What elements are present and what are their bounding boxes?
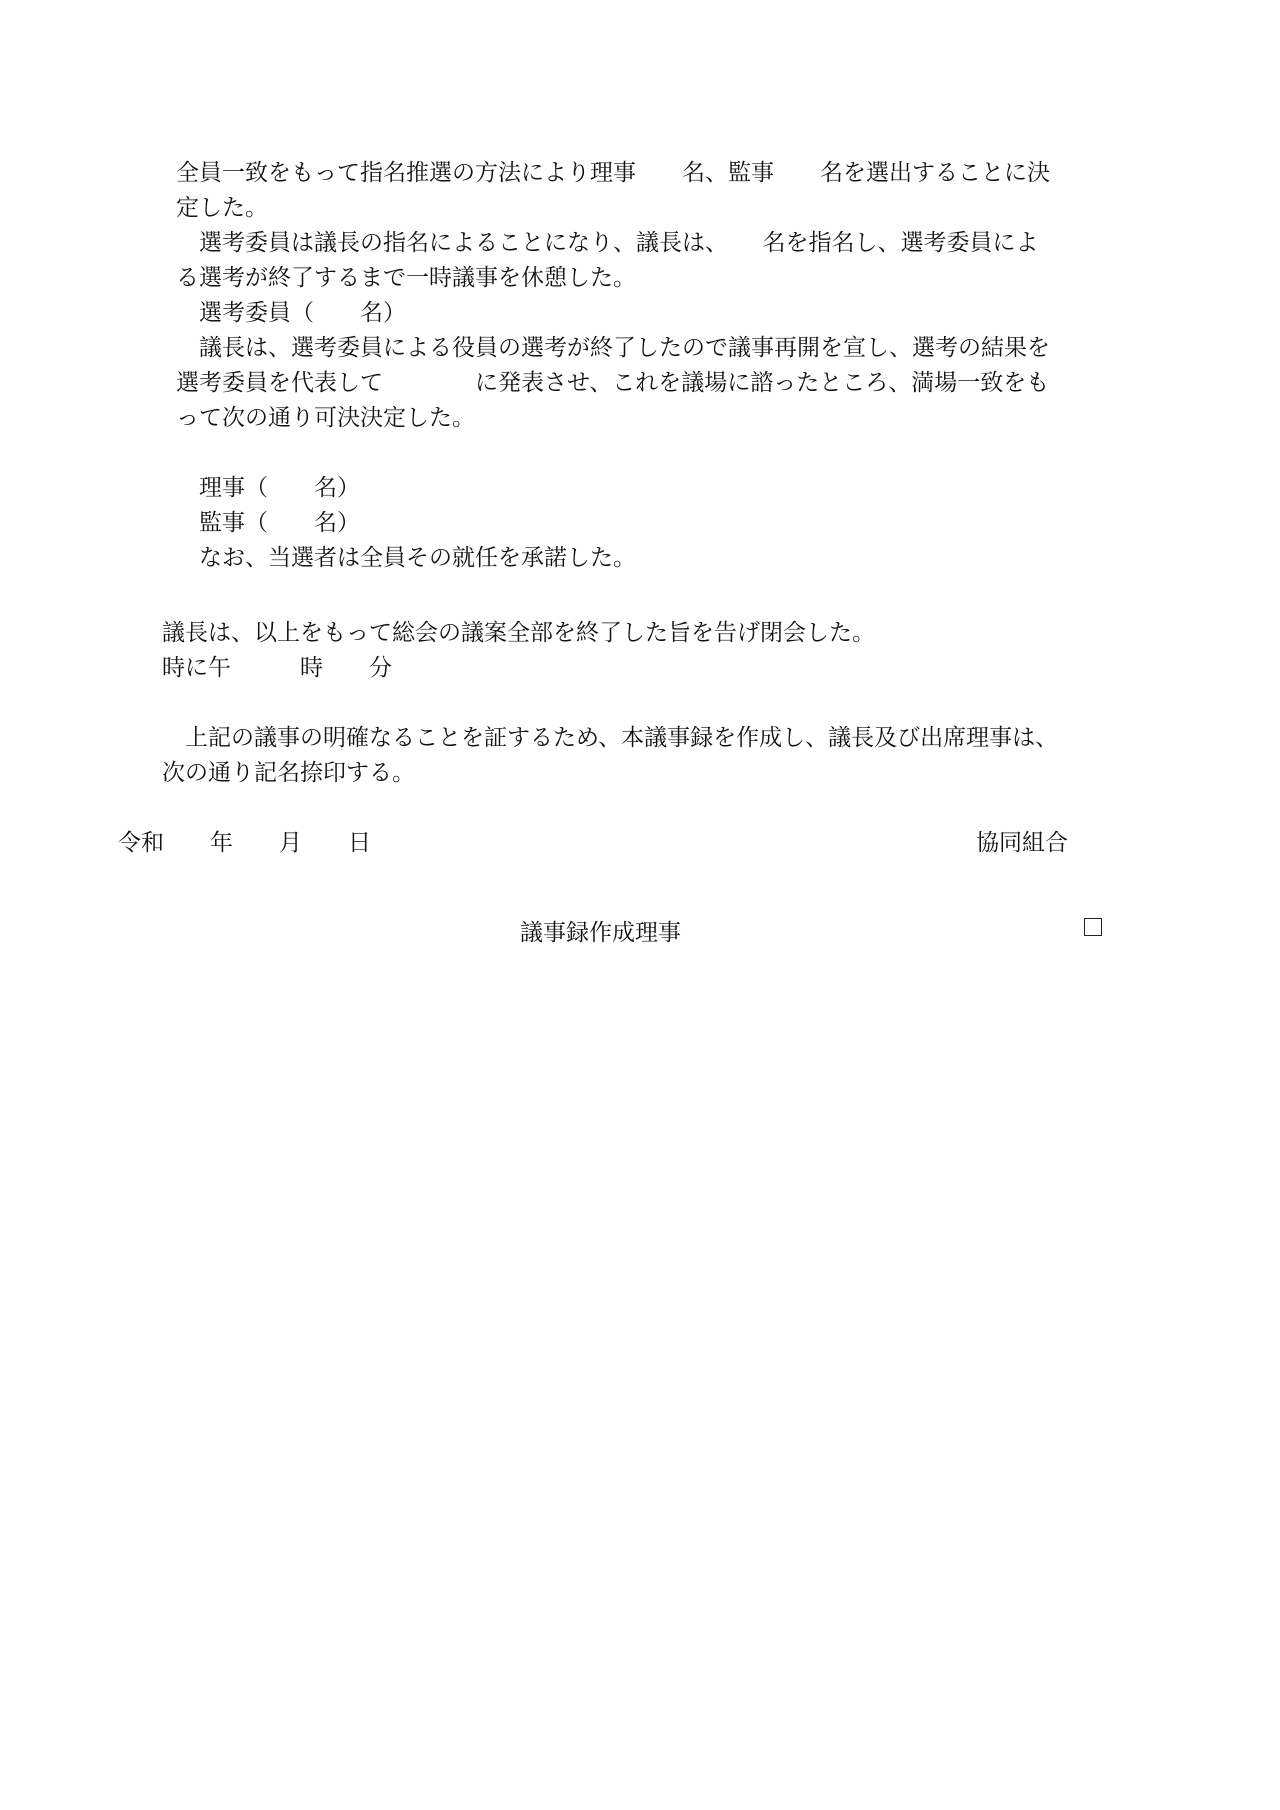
cooperative-name: 協同組合 [976, 830, 1068, 856]
election-text-line-1: 全員一致をもって指名推選の方法により理事 名、監事 名を選出することに決 [176, 160, 1050, 186]
acceptance-statement: なお、当選者は全員その就任を承諾した。 [176, 545, 636, 571]
committee-nomination-line-1: 選考委員は議長の指名によることになり、議長は、 名を指名し、選考委員によ [176, 230, 1039, 256]
resumption-text-line-1: 議長は、選考委員による役員の選考が終了したので議事再開を宣し、選考の結果を [176, 335, 1050, 361]
committee-nomination-line-2: る選考が終了するまで一時議事を休憩した。 [176, 265, 636, 291]
election-text-line-2: 定した。 [176, 195, 268, 221]
directors-count: 理事（ 名） [176, 475, 360, 501]
resumption-text-line-3: って次の通り可決決定した。 [176, 405, 475, 431]
closing-time: 時に午 時 分 [162, 655, 392, 681]
document-date: 令和 年 月 日 [118, 830, 371, 856]
resumption-text-line-2: 選考委員を代表して に発表させ、これを議場に諮ったところ、満場一致をも [176, 370, 1050, 396]
closing-statement: 議長は、以上をもって総会の議案全部を終了した旨を告げ閉会した。 [162, 620, 875, 646]
committee-members-count: 選考委員（ 名） [176, 300, 406, 326]
seal-box-icon [1084, 918, 1102, 936]
certification-line-1: 上記の議事の明確なることを証するため、本議事録を作成し、議長及び出席理事は、 [162, 725, 1059, 751]
certification-line-2: 次の通り記名捺印する。 [162, 760, 415, 786]
minutes-author-label: 議事録作成理事 [520, 920, 681, 946]
auditors-count: 監事（ 名） [176, 510, 360, 536]
